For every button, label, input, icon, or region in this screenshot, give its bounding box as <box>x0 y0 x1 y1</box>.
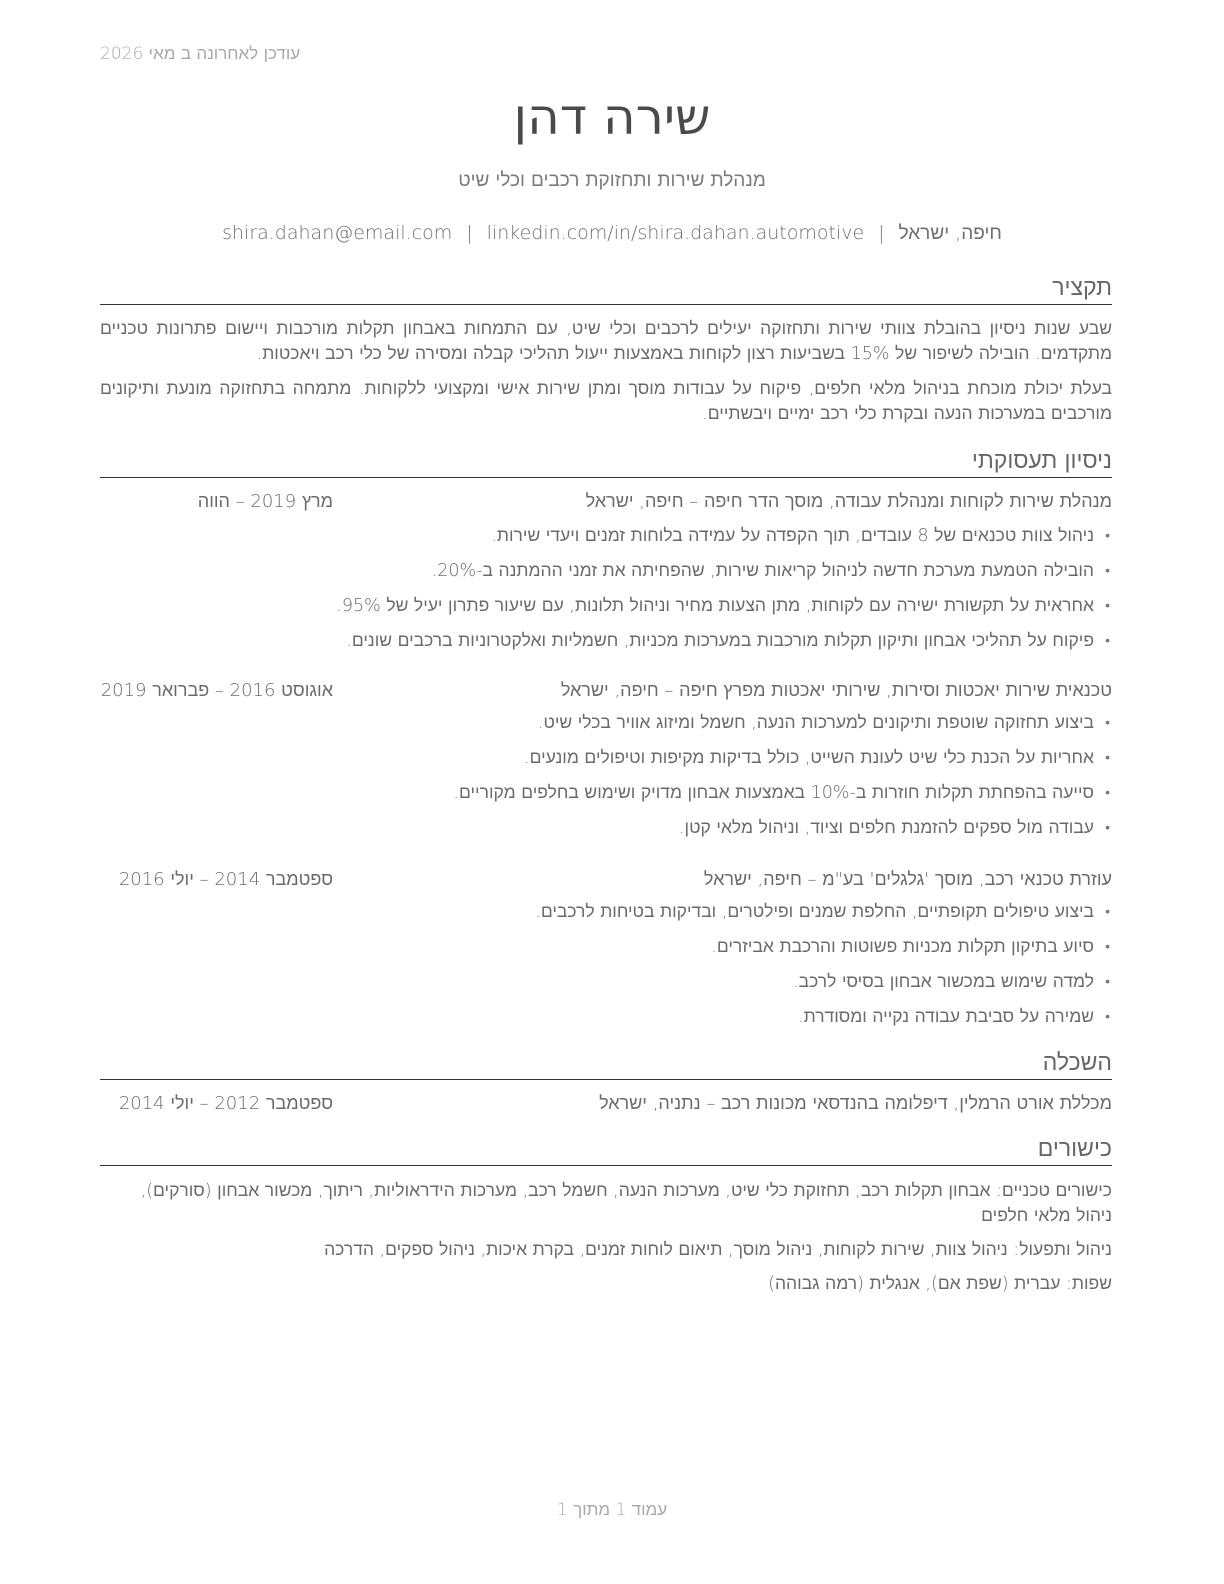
job-bullet: • שמירה על סביבת עבודה נקייה ומסודרת. <box>100 1005 1112 1040</box>
skills-line: שפות: עברית (שפת אם), אנגלית (רמה גבוהה) <box>768 1274 1112 1294</box>
education-dates: ספטמבר 2012 – יולי 2014 <box>118 1093 333 1114</box>
contact-email[interactable]: shira.dahan@email.com <box>222 222 453 244</box>
job-bullets <box>100 711 1112 851</box>
job-entry <box>100 491 1112 664</box>
contact-line <box>0 222 1224 245</box>
job-entry <box>100 680 1112 851</box>
experience-heading: ניסיון תעסוקתי <box>100 446 1112 478</box>
job-bullet: • ביצוע טיפולים תקופתיים, החלפת שמנים ופילטרים, ובדיקות בטיחות לרכבים. <box>100 900 1112 935</box>
experience-section <box>100 446 1112 478</box>
contact-location: חיפה, ישראל <box>898 222 1002 244</box>
job-bullet: • אחראית על תקשורת ישירה עם לקוחות, מתן הצעות מחיר וניהול תלונות, עם שיעור פתרון יעיל של 95%. <box>100 594 1112 629</box>
summary-paragraph: בעלת יכולת מוכחת בניהול מלאי חלפים, פיקוח על עבודות מוסך ומתן שירות אישי ומקצועי ללקוחות. מתמחה בתחזוקה מונעת ותיקונים מורכבים במערכות הנעה ובקרת כלי רכב ימיים ויבשתיים. <box>100 379 1112 424</box>
job-entry <box>100 869 1112 1040</box>
skills-line: כישורים טכניים: אבחון תקלות רכב, תחזוקת כלי שיט, מערכות הנעה, חשמל רכב, מערכות הידראוליות, ריתוך, מכשור אבחון (סורקים), ניהול מלאי חלפים <box>140 1181 1112 1226</box>
job-bullets <box>100 900 1112 1040</box>
last-updated-note: עודכן לאחרונה ב מאי 2026 <box>100 44 301 64</box>
job-dates: אוגוסט 2016 – פברואר 2019 <box>100 680 333 701</box>
job-header <box>100 491 1112 517</box>
job-bullet: • סייעה בהפחתת תקלות חוזרות ב-10% באמצעות אבחון מדויק ושימוש בחלפים מקוריים. <box>100 781 1112 816</box>
job-bullet: • הובילה הטמעת מערכת חדשה לניהול קריאות שירות, שהפחיתה את זמני ההמתנה ב-20%. <box>100 559 1112 594</box>
summary-section <box>100 273 1112 427</box>
summary-heading: תקציר <box>100 273 1112 305</box>
job-bullet: • ביצוע תחזוקה שוטפת ותיקונים למערכות הנעה, חשמל ומיזוג אוויר בכלי שיט. <box>100 711 1112 746</box>
skills-section <box>100 1134 1112 1297</box>
job-title: עוזרת טכנאי רכב, מוסך 'גלגלים' בע"מ – חיפה, ישראל <box>703 869 1112 890</box>
contact-linkedin[interactable]: linkedin.com/in/shira.dahan.automotive <box>486 222 865 244</box>
job-title: טכנאית שירות יאכטות וסירות, שירותי יאכטות מפרץ חיפה – חיפה, ישראל <box>560 680 1112 701</box>
skills-line: ניהול ותפעול: ניהול צוות, שירות לקוחות, ניהול מוסך, תיאום לוחות זמנים, בקרת איכות, ניהול ספקים, הדרכה <box>324 1240 1112 1260</box>
education-section <box>100 1048 1112 1119</box>
contact-separator: | <box>466 222 473 244</box>
job-bullet: • למדה שימוש במכשור אבחון בסיסי לרכב. <box>100 970 1112 1005</box>
job-bullet: • ניהול צוות טכנאים של 8 עובדים, תוך הקפדה על עמידה בלוחות זמנים ויעדי שירות. <box>100 524 1112 559</box>
candidate-name: שירה דהן <box>513 88 711 146</box>
candidate-title: מנהלת שירות ותחזוקת רכבים וכלי שיט <box>458 169 766 191</box>
skills-heading: כישורים <box>100 1134 1112 1166</box>
job-title: מנהלת שירות לקוחות ומנהלת עבודה, מוסך הדר חיפה – חיפה, ישראל <box>585 491 1112 512</box>
education-entry <box>100 1093 1112 1119</box>
job-bullet: • פיקוח על תהליכי אבחון ותיקון תקלות מורכבות במערכות מכניות, חשמליות ואלקטרוניות ברכבים שונים. <box>100 629 1112 664</box>
job-bullet: • עבודה מול ספקים להזמנת חלפים וציוד, וניהול מלאי קטן. <box>100 816 1112 851</box>
summary-paragraph: שבע שנות ניסיון בהובלת צוותי שירות ותחזוקה יעילים לרכבים וכלי שיט, עם התמחות באבחון תקלות מורכבות ויישום פתרונות טכניים מתקדמים. הובילה לשיפור של 15% בשביעות רצון לקוחות באמצעות ייעול תהליכי קבלה ומסירה של כלי רכב ויאכטות. <box>100 319 1112 364</box>
page-number: עמוד 1 מתוך 1 <box>556 1500 668 1520</box>
job-bullet: • סיוע בתיקון תקלות מכניות פשוטות והרכבת אביזרים. <box>100 935 1112 970</box>
job-bullets <box>100 524 1112 664</box>
job-bullet: • אחריות על הכנת כלי שיט לעונת השייט, כולל בדיקות מקיפות וטיפולים מונעים. <box>100 746 1112 781</box>
job-header <box>100 869 1112 895</box>
job-header <box>100 680 1112 706</box>
job-dates: מרץ 2019 – הווה <box>197 491 333 512</box>
job-dates: ספטמבר 2014 – יולי 2016 <box>118 869 333 890</box>
contact-separator: | <box>878 222 885 244</box>
education-title: מכללת אורט הרמלין, דיפלומה בהנדסאי מכונות רכב – נתניה, ישראל <box>599 1093 1112 1114</box>
education-heading: השכלה <box>100 1048 1112 1080</box>
